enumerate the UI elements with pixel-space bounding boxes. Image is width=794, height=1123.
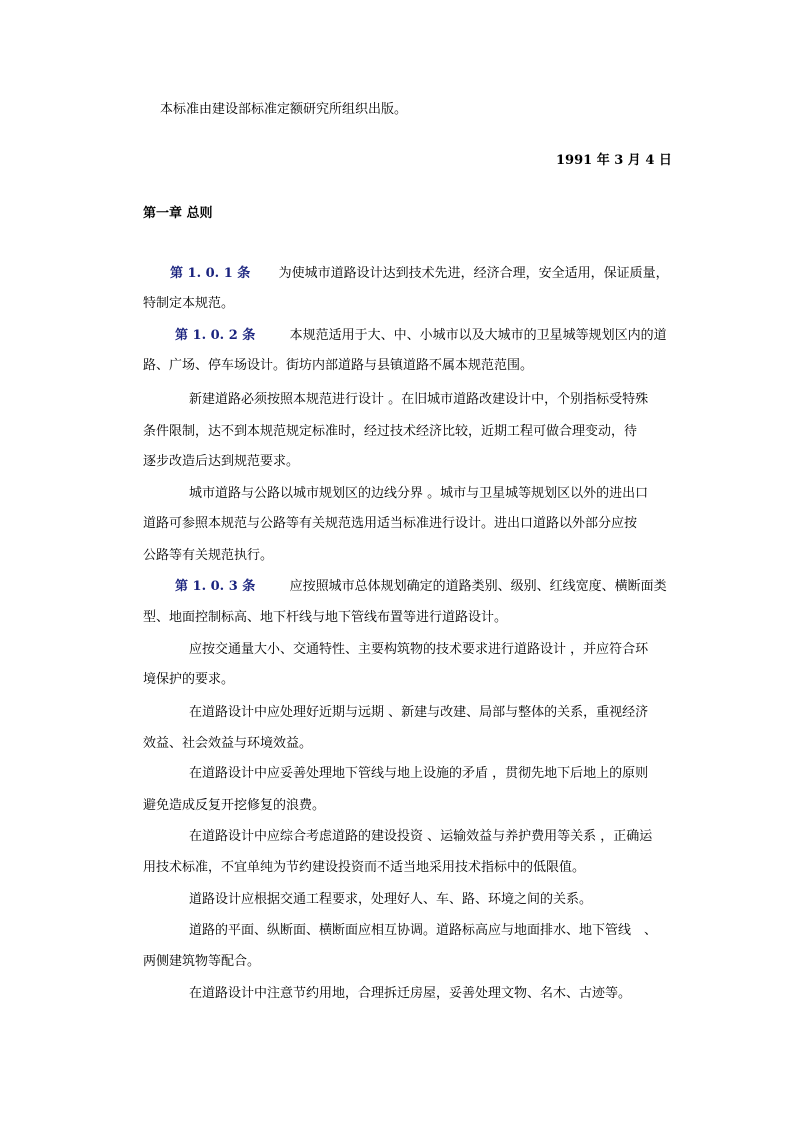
paragraph-line: 在道路设计中应综合考虑道路的建设投资 、运输效益与养护费用等关系 ，正确运 <box>189 829 653 844</box>
paragraph-line: 道路设计应根据交通工程要求，处理好人、车、路、环境之间的关系。 <box>189 892 593 907</box>
clause-number: 第 1. 0. 3 条 <box>175 579 256 594</box>
paragraph-line: 避免造成反复开挖修复的浪费。 <box>143 798 326 813</box>
chapter-title: 第一章 总则 <box>143 206 213 221</box>
paragraph-line: 境保护的要求。 <box>143 672 235 687</box>
paragraph-line: 用技术标准，不宜单纯为节约建设投资而不适当地采用技术指标中的低限值。 <box>143 860 586 875</box>
paragraph-line: 在道路设计中应妥善处理地下管线与地上设施的矛盾 ，贯彻先地下后地上的原则 <box>189 766 649 781</box>
paragraph-line: 条件限制，达不到本规范规定标准时，经过技术经济比较，近期工程可做合理变动，待 <box>143 424 638 439</box>
clause-text: 为使城市道路设计达到技术先进，经济合理，安全适用，保证质量， <box>278 266 669 281</box>
paragraph-line: 应按交通量大小、交通特性、主要构筑物的技术要求进行道路设计 ，并应符合环 <box>189 642 649 657</box>
paragraph-line: 逐步改造后达到规范要求。 <box>143 454 300 469</box>
clause-text: 本规范适用于大、中、小城市以及大城市的卫星城等规划区内的道 <box>289 328 667 343</box>
clause-1-0-1-first-line <box>170 266 669 282</box>
paragraph-line: 公路等有关规范执行。 <box>143 548 274 563</box>
clause-number: 第 1. 0. 2 条 <box>175 328 256 343</box>
clause-1-0-2-first-line <box>175 328 667 344</box>
publisher-note: 本标准由建设部标准定额研究所组织出版。 <box>160 102 408 117</box>
clause-text: 应按照城市总体规划确定的道路类别、级别、红线宽度、横断面类 <box>289 579 667 594</box>
clause-1-0-1-line: 特制定本规范。 <box>143 296 235 311</box>
paragraph-line: 在道路设计中应处理好近期与远期 、新建与改建、局部与整体的关系，重视经济 <box>189 705 649 720</box>
paragraph-line: 道路的平面、纵断面、横断面应相互协调。道路标高应与地面排水、地下管线 、 <box>189 923 658 938</box>
document-date: 1991 年 3 月 4 日 <box>556 153 672 168</box>
clause-1-0-3-line: 型、地面控制标高、地下杆线与地下管线布置等进行道路设计。 <box>143 610 508 625</box>
clause-1-0-3-first-line <box>175 579 667 595</box>
paragraph-line: 道路可参照本规范与公路等有关规范选用适当标准进行设计。进出口道路以外部分应按 <box>143 516 638 531</box>
paragraph-line: 城市道路与公路以城市规划区的边线分界 。城市与卫星城等规划区以外的进出口 <box>189 486 649 501</box>
paragraph-line: 新建道路必须按照本规范进行设计 。在旧城市道路改建设计中，个别指标受特殊 <box>189 392 649 407</box>
paragraph-line: 在道路设计中注意节约用地，合理拆迁房屋，妥善处理文物、名木、古迹等。 <box>189 986 632 1001</box>
paragraph-line: 两侧建筑物等配合。 <box>143 954 261 969</box>
clause-1-0-2-line: 路、广场、停车场设计。街坊内部道路与县镇道路不属本规范范围。 <box>143 358 534 373</box>
clause-number: 第 1. 0. 1 条 <box>170 266 251 281</box>
paragraph-line: 效益、社会效益与环境效益。 <box>143 736 313 751</box>
